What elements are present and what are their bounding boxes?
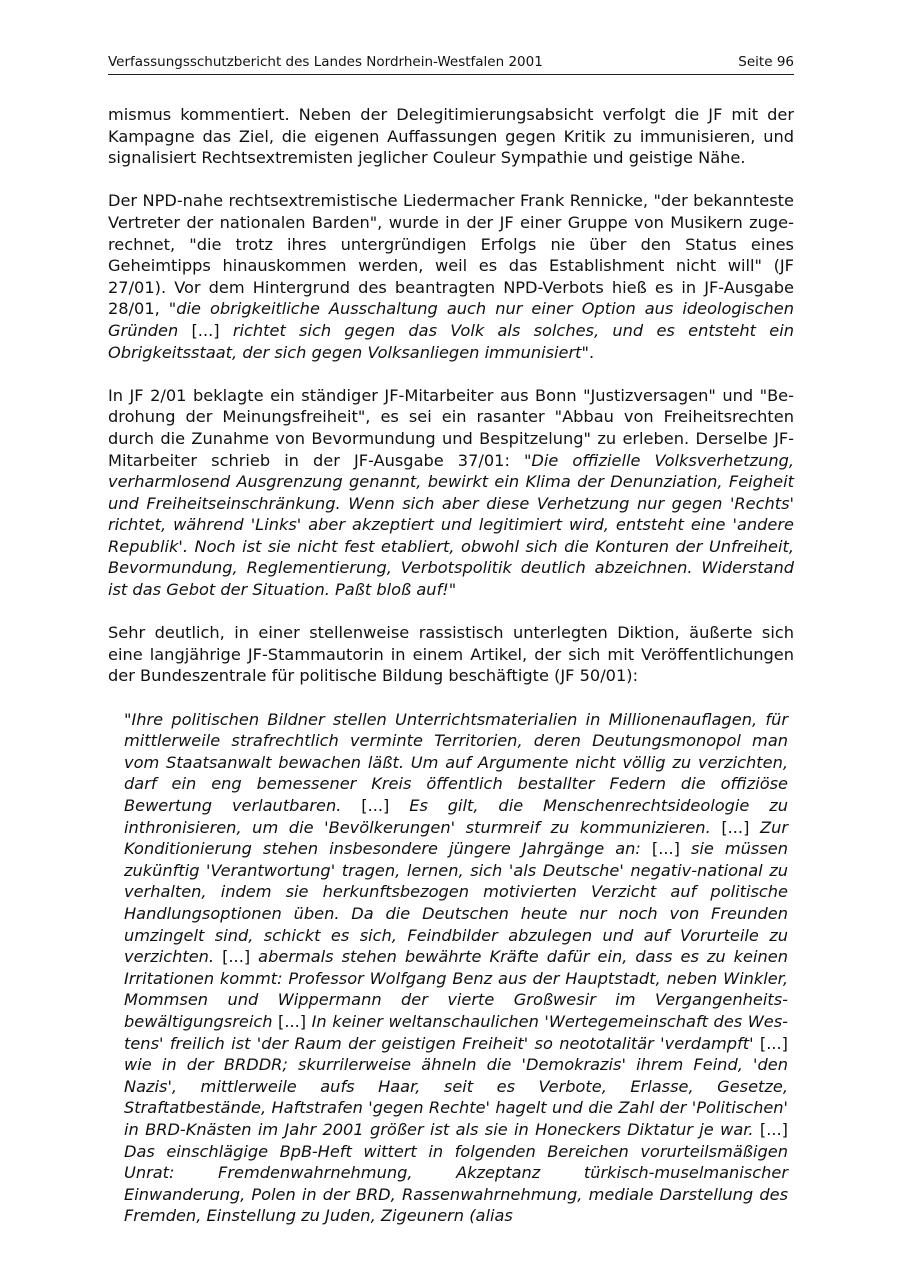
text-run: Der NPD-nahe rechtsextremistische Liedermacher Frank Rennicke, "der bekannteste Vertreter der nationalen Barden", wurde in der JF einer Gruppe von Musikern zugerechnet, "die trotz ihres untergründigen Erfolgs nie über den Status eines Geheimtipps hinauskommen werden, weil es das Establishment nicht will" (JF 27/01). Vor dem Hintergrund des beantragten NPD-Verbots hieß es in JF-Ausgabe 28/01, " (108, 191, 794, 319)
text-run-italic: sie müssen zukünftig 'Verantwortung' tragen, lernen, sich 'als Deutsche' negativ-national zu verhalten, indem sie herkunftsbezogen motivierten Verzicht auf politische Handlungsoptionen üben. Da die Deutschen heute nur noch von Freunden umzingelt sind, schickt es sich, Feindbilder abzulegen und auf Vorurteile zu verzichten. (124, 839, 789, 967)
text-run: [...] (214, 947, 259, 967)
text-run-italic: Das einschlägige BpB-Heft wittert in folgenden Bereichen vorurteilsmäßigen Unrat: Fremdenwahrnehmung, Akzeptanz türkisch-muselmanischer Einwanderung, Polen in der BRD, Rassenwahrnehmung, mediale Darstellung des Fremden, Einstellung zu Juden, Zigeunern (alias (124, 1141, 788, 1226)
text-run-italic: Die offizielle Volksverhetzung, verharmlosend Ausgrenzung genannt, bewirkt ein Klima der Denunziation, Feigheit und Freiheitseinschränkung. Wenn sich aber diese Verhetzung nur gegen 'Rechts' richtet, während 'Links' aber akzeptiert und legitimiert wird, entsteht eine 'andere Republik'. Noch ist sie nicht fest etabliert, obwohl sich die Konturen der Unfreiheit, Bevormundung, Reglementierung, Verbotspolitik deutlich abzeichnen. Widerstand ist das Gebot der Situation. Paßt bloß auf! (108, 450, 794, 600)
text-run: In JF 2/01 beklagte ein ständiger JF-Mitarbeiter aus Bonn "Justizversagen" und "Bedrohung der Meinungsfreiheit", es sei ein rasanter "Abbau von Freiheitsrechten durch die Zunahme von Bevormundung und Bespitzelung" zu erleben. Derselbe JF-Mitarbeiter schrieb in der JF-Ausgabe 37/01: " (108, 385, 794, 470)
text-run: [...] (341, 796, 410, 815)
text-run: [...] (272, 1011, 312, 1031)
page-number: Seite 96 (738, 54, 794, 70)
text-run: " (124, 709, 132, 729)
paragraph (108, 385, 794, 601)
page-header (108, 54, 794, 75)
text-run: mismus kommentiert. Neben der Delegitimierungsabsicht verfolgt die JF mit der Kampagne das Ziel, die eigenen Auffassungen gegen Kritik zu immunisieren, und signalisiert Rechtsextremisten jeglicher Couleur Sympathie und geistige Nähe. (108, 105, 794, 168)
text-run-italic: Ihre politischen Bildner stellen Unterrichtsmaterialien in Millionenauflagen, für mittlerweile strafrechtlich verminte Territorien, deren Deutungsmonopol man vom Staatsanwalt bewachen läßt. Um auf Argumente nicht völlig zu verzichten, darf ein eng bemessener Kreis öffentlich bestallter Federn die offiziöse Bewertung verlautbaren. (124, 709, 788, 815)
text-run: [...] (710, 817, 760, 837)
text-run: Sehr deutlich, in einer stellenweise rassistisch unterlegten Diktion, äußerte sich eine langjährige JF-Stammautorin in einem Artikel, der sich mit Veröffentlichungen der Bundeszentrale für politische Bildung beschäftigte (JF 50/01): (108, 623, 794, 686)
text-run: [...] (753, 1033, 788, 1053)
text-run-italic: Zur Konditionierung stehen insbesondere jüngere Jahrgänge an: (124, 817, 788, 859)
text-run: [...] (178, 320, 233, 340)
paragraph (108, 622, 794, 687)
text-run-italic: In keiner weltanschaulichen 'Wertegemeinschaft des Westens' freilich ist 'der Raum der geistigen Freiheit' so neototalitär 'verdampft' (124, 1011, 788, 1053)
text-run-italic: wie in der BRDDR; skurrilerweise ähneln die 'Demokrazis' ihrem Feind, 'den Nazis', mittlerweile aufs Haar, seit es Verbote, Erlasse, Gesetze, Straftatbestände, Haftstrafen 'gegen Rechte' hagelt und die Zahl der 'Politischen' in BRD-Knästen im Jahr 2001 größer ist als sie in Honeckers Diktatur je war. (124, 1055, 788, 1139)
block-quote (124, 709, 788, 1227)
text-run-italic: richtet sich gegen das Volk als solches, und es entsteht ein Obrigkeitsstaat, der sich gegen Volksanliegen immunisiert (108, 320, 795, 362)
document-title: Verfassungsschutzbericht des Landes Nordrhein-Westfalen 2001 (108, 54, 543, 70)
paragraph (108, 190, 794, 363)
text-run-italic: abermals stehen bewährte Kräfte dafür ein, dass es zu keinen Irritationen kommt: Professor Wolfgang Benz aus der Hauptstadt, neben Winkler, Mommsen und Wippermann der vierte Großwesir im Vergangenheitsbewältigungsreich (124, 947, 788, 1031)
text-run: " (448, 580, 457, 600)
text-run-italic: die obrigkeitliche Ausschaltung auch nur einer Option aus ideologischen Gründen (108, 299, 794, 340)
text-run: [...] (753, 1119, 788, 1139)
text-run: ". (581, 342, 595, 362)
text-run-italic: Es gilt, die Menschenrechtsideologie zu inthronisieren, um die 'Bevölkerungen' sturmreif zu kommunizieren. (124, 796, 789, 837)
text-run: [...] (640, 839, 691, 859)
paragraph (108, 104, 794, 169)
document-body (108, 104, 794, 1248)
